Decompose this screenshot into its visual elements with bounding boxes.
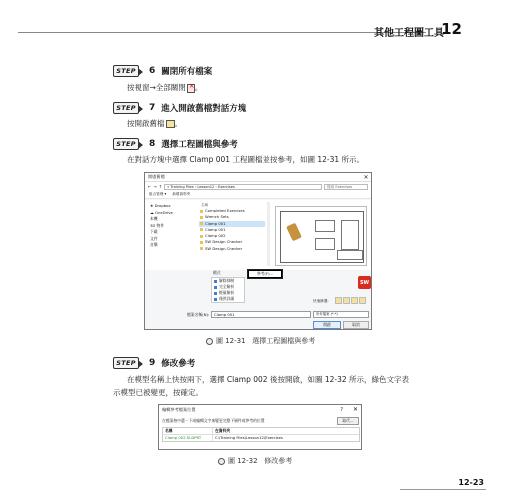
reference-table bbox=[162, 427, 360, 442]
reference-path-cell[interactable]: C:\Training Files\Lesson12\Exercises bbox=[215, 434, 283, 440]
close-icon[interactable]: ✕ bbox=[352, 406, 358, 413]
list-item[interactable]: Completed Exercises bbox=[199, 208, 265, 214]
nav-item-documents[interactable]: 文件 bbox=[150, 235, 158, 241]
forward-icon[interactable]: → bbox=[153, 184, 157, 189]
page-number: 12-23 bbox=[458, 478, 484, 487]
quick-filter-buttons bbox=[335, 297, 366, 304]
solidworks-logo: SW bbox=[358, 276, 371, 289]
help-icon[interactable]: ? bbox=[340, 406, 343, 413]
close-all-icon bbox=[187, 84, 195, 93]
organize-button[interactable]: 組合管理 ▾ bbox=[149, 192, 167, 196]
dialog-title: 編輯參考檔案位置 bbox=[162, 406, 196, 412]
step-title: 關閉所有檔案 bbox=[161, 67, 213, 77]
step-6-text: 按視窗→全部關閉× 。 bbox=[127, 82, 202, 93]
quick-filter-label: 快速篩選: bbox=[313, 299, 329, 303]
caption-icon bbox=[206, 338, 213, 345]
column-header-name[interactable]: 名稱 bbox=[163, 428, 213, 434]
step-7 bbox=[113, 101, 246, 115]
new-folder-button[interactable]: 新增資料夾 bbox=[172, 192, 191, 196]
nav-pane bbox=[147, 203, 197, 249]
nav-item-music[interactable]: 音樂 bbox=[150, 242, 158, 247]
dialog-toolbar bbox=[145, 191, 371, 199]
cancel-button[interactable]: 取消 bbox=[343, 321, 369, 329]
search-input[interactable]: 搜尋 Exercises bbox=[324, 184, 368, 190]
edit-references-dialog bbox=[158, 404, 362, 450]
page-header bbox=[0, 18, 520, 48]
step-badge: STEP bbox=[113, 65, 139, 77]
step-7-text: 按開啟舊檔 。 bbox=[127, 119, 182, 128]
filetype-select[interactable]: 所有檔案 (*.*) bbox=[313, 311, 369, 318]
filter-top-level-icon[interactable] bbox=[359, 297, 366, 304]
list-item[interactable]: 輕量解析 bbox=[212, 290, 244, 296]
nav-item-this-pc[interactable]: 本機 bbox=[150, 216, 158, 221]
filter-drawing-icon[interactable] bbox=[351, 297, 358, 304]
list-item[interactable]: Clamp 001 bbox=[199, 227, 265, 233]
chapter-number: 12 bbox=[441, 20, 462, 38]
step-number: 8 bbox=[149, 139, 156, 149]
footer-rule bbox=[400, 489, 486, 490]
list-item-selected[interactable]: Clamp 001 bbox=[199, 221, 265, 227]
drawing-preview bbox=[275, 206, 367, 266]
step-badge: STEP bbox=[113, 138, 139, 150]
list-item[interactable]: SW Design Checker bbox=[199, 239, 265, 245]
step-number: 9 bbox=[149, 358, 156, 368]
drawing-view bbox=[315, 220, 335, 232]
table-row[interactable] bbox=[163, 435, 359, 442]
nav-item-downloads[interactable]: 下載 bbox=[150, 229, 158, 234]
nav-item-onedrive[interactable]: ☁ OneDrive bbox=[150, 209, 173, 215]
references-button[interactable]: 參考(F)... bbox=[247, 269, 283, 279]
open-button[interactable]: 開啟 bbox=[313, 321, 341, 329]
list-item[interactable]: 解除抑制 bbox=[212, 278, 244, 284]
address-bar-row bbox=[145, 182, 371, 191]
reference-mode-header: 模式 bbox=[213, 270, 221, 275]
step-6 bbox=[113, 64, 212, 78]
file-list-header[interactable]: 名稱 bbox=[201, 203, 209, 207]
back-icon[interactable]: ← bbox=[148, 184, 152, 189]
dialog-titlebar bbox=[159, 405, 361, 414]
filter-part-icon[interactable] bbox=[335, 297, 342, 304]
list-item[interactable]: Clamp 002 bbox=[199, 233, 265, 239]
open-file-dialog bbox=[144, 172, 372, 330]
step-badge: STEP bbox=[113, 102, 139, 114]
step-8 bbox=[113, 137, 238, 151]
nav-item-dropbox[interactable]: ★ Dropbox bbox=[150, 203, 171, 208]
dialog-titlebar bbox=[145, 173, 371, 182]
list-item[interactable]: Wrench Sets bbox=[199, 214, 265, 220]
step-title: 進入開啟舊檔對話方塊 bbox=[161, 104, 247, 114]
list-item[interactable]: SW Design Checker bbox=[199, 246, 265, 252]
dialog-title: 開啟舊檔 bbox=[148, 174, 165, 179]
reference-mode-list bbox=[211, 277, 245, 303]
drawing-view bbox=[315, 238, 335, 250]
drawing-view bbox=[341, 220, 359, 250]
column-header-folder[interactable]: 在資料夾 bbox=[215, 428, 231, 433]
drawing-sheet-frame bbox=[280, 211, 364, 263]
reference-name-cell[interactable]: Clamp 002.SLDPRT bbox=[163, 435, 213, 442]
list-item[interactable]: 完全解析 bbox=[212, 284, 244, 290]
chapter-title: 其他工程圖工具 bbox=[374, 28, 444, 39]
filename-input[interactable]: Clamp 001 bbox=[211, 311, 311, 318]
open-file-icon bbox=[166, 120, 175, 128]
title-block bbox=[337, 250, 363, 260]
step-number: 6 bbox=[149, 66, 156, 76]
step-badge: STEP bbox=[113, 357, 139, 369]
nav-item-3d-objects[interactable]: 3D 物件 bbox=[150, 222, 165, 228]
up-icon[interactable]: ↑ bbox=[158, 184, 163, 189]
address-bar[interactable]: « Training Files › Lesson12 › Exercises bbox=[164, 184, 322, 190]
header-rule bbox=[18, 32, 426, 33]
step-9-text-line1: 在模型名稱上快按兩下，選擇 Clamp 002 後按開啟，如圖 12-32 所示，綠色文字表 bbox=[127, 375, 410, 384]
close-icon[interactable]: ✕ bbox=[363, 173, 369, 181]
step-9-text-line2: 示模型已被變更，按確定。 bbox=[113, 388, 203, 397]
file-list bbox=[199, 202, 265, 252]
dialog-message: 在檔案格中選一下或編輯文字來變更完整下層件或參考的位置 bbox=[162, 418, 265, 423]
filename-label: 檔案名稱(N): bbox=[187, 312, 210, 317]
filter-assembly-icon[interactable] bbox=[343, 297, 350, 304]
figure-caption-12-31: 圖 12-31 選擇工程圖檔與參考 bbox=[206, 336, 315, 346]
browse-button[interactable]: 取代... bbox=[337, 417, 359, 425]
step-9 bbox=[113, 356, 195, 370]
step-8-text: 在對話方塊中選擇 Clamp 001 工程圖檔並按參考，如圖 12-31 所示。 bbox=[127, 155, 365, 164]
file-list-scrollbar[interactable] bbox=[267, 202, 270, 266]
figure-caption-12-32: 圖 12-32 修改參考 bbox=[218, 456, 292, 466]
caption-icon bbox=[218, 458, 225, 465]
list-item[interactable]: 僅供詳細 bbox=[212, 296, 244, 302]
step-title: 選擇工程圖檔與參考 bbox=[161, 140, 238, 150]
step-title: 修改參考 bbox=[161, 359, 196, 369]
clamp-part-image bbox=[286, 223, 302, 242]
step-number: 7 bbox=[149, 103, 156, 113]
